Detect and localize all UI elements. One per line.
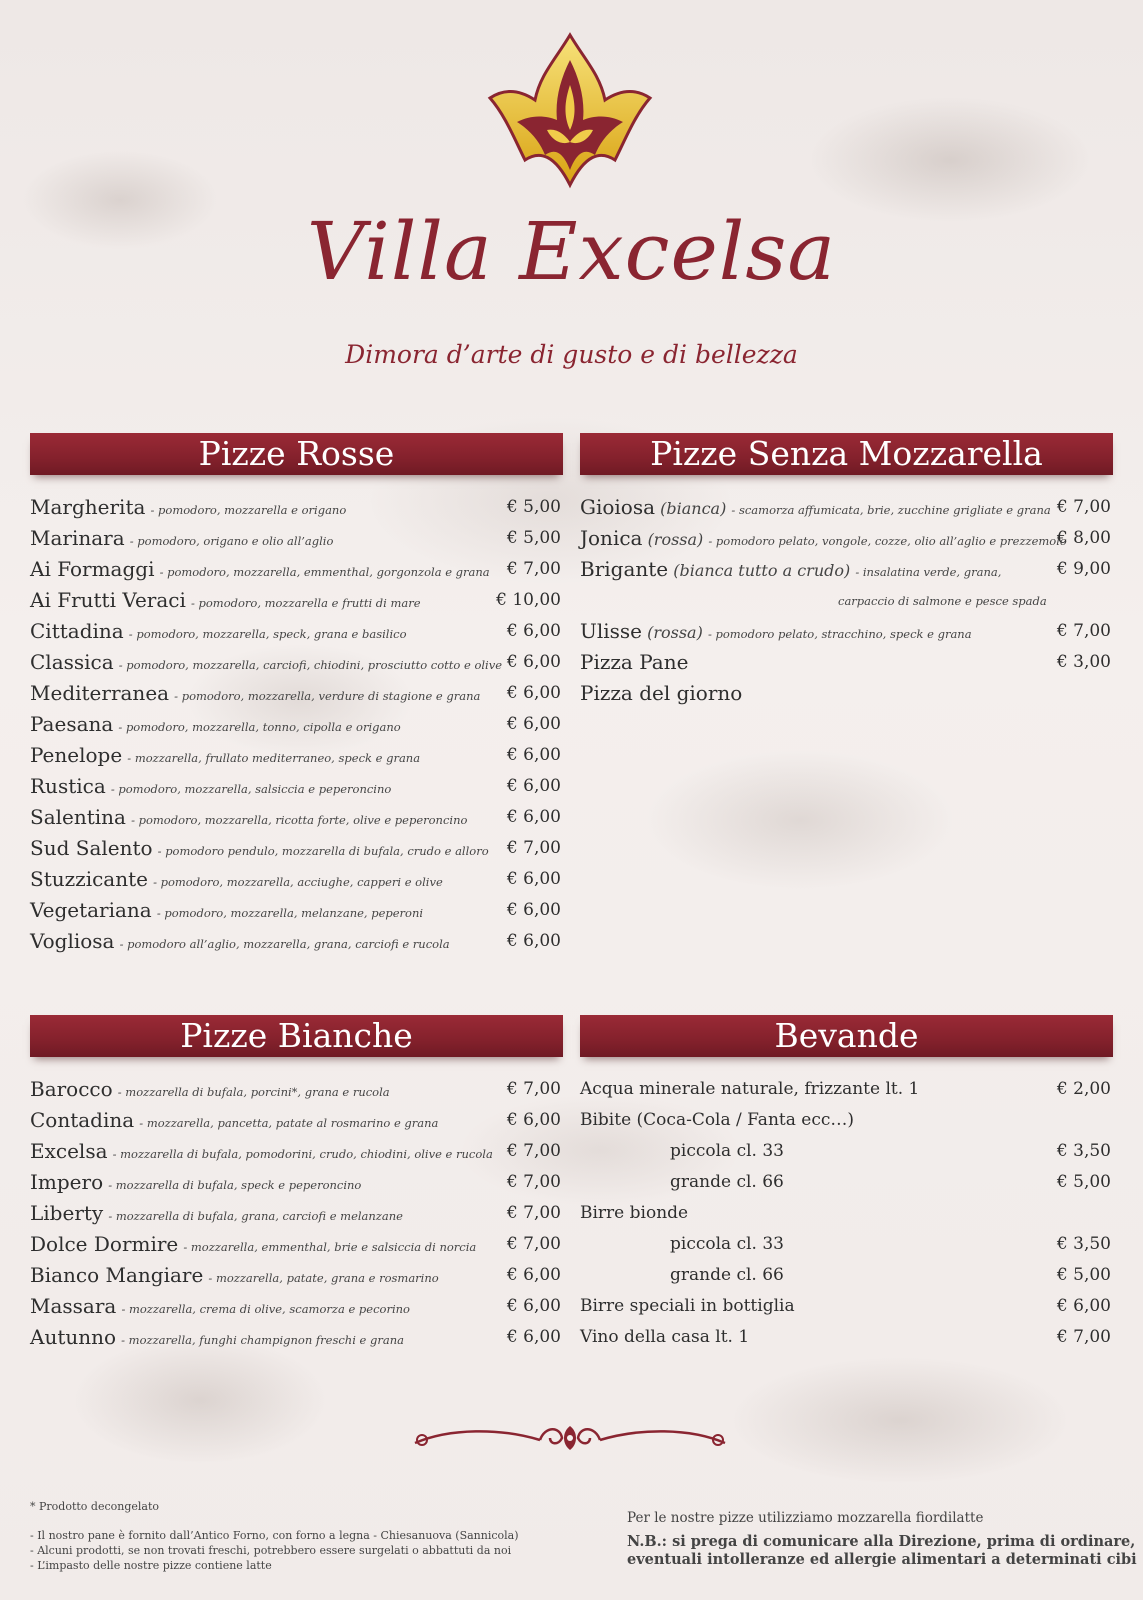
drink-price: € 7,00: [1056, 1327, 1111, 1347]
item-price: € 3,00: [1056, 652, 1111, 672]
drink-item: [580, 1230, 1113, 1261]
item-description: - pomodoro, mozzarella, carciofi, chiodini, prosciutto cotto e olive: [118, 658, 503, 672]
drink-item: [580, 1292, 1113, 1323]
item-description: - mozzarella, frullato mediterraneo, speck e grana: [127, 751, 421, 765]
item-price: € 6,00: [506, 869, 561, 889]
item-description: - mozzarella, crema di olive, scamorza e pecorino: [121, 1302, 410, 1316]
menu-list: [30, 1075, 563, 1354]
brand-title: Villa Excelsa: [306, 205, 837, 298]
section-bevande: [580, 1015, 1113, 1354]
menu-item: [30, 741, 563, 772]
menu-list: [580, 493, 1113, 710]
menu-list: [30, 493, 563, 958]
item-name: Gioiosa: [580, 495, 656, 519]
item-name: Penelope: [30, 743, 123, 767]
item-price: € 7,00: [506, 1234, 561, 1254]
item-name: Ulisse: [580, 619, 643, 643]
menu-item: [580, 524, 1113, 555]
item-description: - pomodoro, origano e olio all’aglio: [129, 534, 334, 548]
menu-item: [580, 555, 1113, 586]
item-description: - mozzarella, funghi champignon freschi e grana: [121, 1333, 404, 1347]
item-name: Stuzzicante: [30, 867, 148, 891]
section-pizze-bianche: [30, 1015, 563, 1354]
footnote: - L’impasto delle nostre pizze contiene latte: [30, 1559, 272, 1572]
item-description: - pomodoro, mozzarella, verdure di stagione e grana: [174, 689, 481, 703]
menu-item: [30, 679, 563, 710]
menu-item: [30, 586, 563, 617]
item-name: Dolce Dormire: [30, 1232, 179, 1256]
item-description: - pomodoro, mozzarella e frutti di mare: [190, 596, 421, 610]
menu-item: [30, 865, 563, 896]
item-description: - pomodoro pelato, vongole, cozze, olio all’aglio e prezzemolo: [708, 534, 1067, 548]
item-name: Barocco: [30, 1077, 113, 1101]
item-note: (bianca): [660, 499, 727, 518]
item-description: - pomodoro, mozzarella, tonno, cipolla e origano: [118, 720, 401, 734]
drink-item: [580, 1106, 1113, 1137]
menu-item: [30, 772, 563, 803]
menu-item: [30, 1137, 563, 1168]
menu-item: [30, 1323, 563, 1354]
item-price: € 7,00: [506, 1079, 561, 1099]
footnote: - Alcuni prodotti, se non trovati freschi, potrebbero essere surgelati o abbattuti da noi: [30, 1544, 512, 1557]
item-price: € 6,00: [506, 683, 561, 703]
drink-item: [580, 1199, 1113, 1230]
item-price: € 5,00: [506, 497, 561, 517]
item-name: Impero: [30, 1170, 104, 1194]
item-price: € 7,00: [506, 838, 561, 858]
drink-name: Bibite (Coca-Cola / Fanta ecc…): [580, 1110, 855, 1130]
item-price: € 6,00: [506, 807, 561, 827]
drink-price: € 3,50: [1056, 1141, 1111, 1161]
drink-price: € 2,00: [1056, 1079, 1111, 1099]
drink-item: [580, 1075, 1113, 1106]
item-description: - pomodoro, mozzarella, emmenthal, gorgonzola e grana: [159, 565, 490, 579]
item-name: Contadina: [30, 1108, 135, 1132]
item-description: - pomodoro, mozzarella, ricotta forte, olive e peperoncino: [131, 813, 468, 827]
item-price: € 6,00: [506, 621, 561, 641]
menu-item: [30, 555, 563, 586]
menu-item: [580, 617, 1113, 648]
drink-price: € 3,50: [1056, 1234, 1111, 1254]
item-price: € 10,00: [496, 590, 561, 610]
item-description: - pomodoro pendulo, mozzarella di bufala, crudo e alloro: [157, 844, 489, 858]
drink-name: piccola cl. 33: [670, 1141, 784, 1161]
item-name: Mediterranea: [30, 681, 170, 705]
item-price: € 6,00: [506, 1327, 561, 1347]
item-price: € 6,00: [506, 1296, 561, 1316]
drink-item: [580, 1137, 1113, 1168]
item-description: - pomodoro, mozzarella, melanzane, peperoni: [156, 906, 424, 920]
item-name: Pizza Pane: [580, 650, 689, 674]
menu-item: [30, 648, 563, 679]
item-note: (rossa): [647, 623, 703, 642]
item-description: - mozzarella, emmenthal, brie e salsiccia di norcia: [183, 1240, 477, 1254]
item-note: (bianca tutto a crudo): [673, 561, 851, 580]
menu-item: [30, 1106, 563, 1137]
footnotes: [30, 1528, 519, 1573]
item-name: Vogliosa: [30, 929, 115, 953]
menu-item: [30, 524, 563, 555]
item-name: Cittadina: [30, 619, 124, 643]
item-description: - pomodoro, mozzarella, speck, grana e basilico: [128, 627, 407, 641]
item-price: € 6,00: [506, 900, 561, 920]
nb-note: [627, 1533, 1137, 1569]
drink-name: Birre bionde: [580, 1203, 689, 1223]
menu-item: [30, 1261, 563, 1292]
section-title: Pizze Senza Mozzarella: [580, 433, 1113, 475]
menu-item: [30, 927, 563, 958]
item-price: € 8,00: [1056, 528, 1111, 548]
drink-name: grande cl. 66: [670, 1265, 784, 1285]
item-description: - pomodoro pelato, stracchino, speck e grana: [707, 627, 972, 641]
footnote: - Il nostro pane è fornito dall’Antico Forno, con forno a legna - Chiesanuova (Sannicola): [30, 1529, 519, 1542]
nb-line: N.B.: si prega di comunicare alla Direzione, prima di ordinare,: [627, 1533, 1136, 1550]
menu-item: [580, 679, 1113, 710]
item-description: - mozzarella, patate, grana e rosmarino: [208, 1271, 439, 1285]
item-name: Classica: [30, 650, 114, 674]
drink-price: € 5,00: [1056, 1265, 1111, 1285]
item-description: - pomodoro, mozzarella, acciughe, capperi e olive: [153, 875, 443, 889]
item-price: € 6,00: [506, 1110, 561, 1130]
item-price: € 6,00: [506, 931, 561, 951]
item-name: Pizza del giorno: [580, 681, 743, 705]
menu-item: [30, 1292, 563, 1323]
nb-line: eventuali intolleranze ed allergie alimentari a determinati cibi: [627, 1551, 1137, 1568]
menu-item: [30, 493, 563, 524]
drink-name: Vino della casa lt. 1: [580, 1327, 750, 1347]
item-price: € 6,00: [506, 745, 561, 765]
footnote-star: * Prodotto decongelato: [30, 1500, 159, 1513]
item-name: Massara: [30, 1294, 117, 1318]
drink-name: Birre speciali in bottiglia: [580, 1296, 795, 1316]
item-name: Ai Frutti Veraci: [30, 588, 186, 612]
item-name: Salentina: [30, 805, 126, 829]
menu-item: [30, 896, 563, 927]
item-description: - mozzarella di bufala, pomodorini, crudo, chiodini, olive e rucola: [112, 1147, 493, 1161]
item-price: € 6,00: [506, 714, 561, 734]
item-name: Ai Formaggi: [30, 557, 155, 581]
item-description: - pomodoro all’aglio, mozzarella, grana, carciofi e rucola: [119, 937, 450, 951]
item-price: € 7,00: [1056, 497, 1111, 517]
item-price: € 6,00: [506, 652, 561, 672]
item-description: carpaccio di salmone e pesce spada: [838, 594, 1047, 608]
drink-name: Acqua minerale naturale, frizzante lt. 1: [580, 1079, 920, 1099]
item-description: - scamorza affumicata, brie, zucchine grigliate e grana: [731, 503, 1051, 517]
item-description: - pomodoro, mozzarella, salsiccia e peperoncino: [110, 782, 392, 796]
section-pizze-rosse: [30, 433, 563, 958]
item-name: Jonica: [580, 526, 643, 550]
menu-item: [30, 1075, 563, 1106]
item-description: - mozzarella, pancetta, patate al rosmarino e grana: [139, 1116, 439, 1130]
item-name: Margherita: [30, 495, 146, 519]
item-note: (rossa): [647, 530, 704, 549]
section-title: Bevande: [580, 1015, 1113, 1057]
item-description: - mozzarella di bufala, porcini*, grana e rucola: [117, 1085, 390, 1099]
item-name: Sud Salento: [30, 836, 153, 860]
item-price: € 6,00: [506, 776, 561, 796]
mozzarella-note: Per le nostre pizze utilizziamo mozzarella fiordilatte: [627, 1510, 984, 1526]
menu-item: [30, 1168, 563, 1199]
item-price: € 7,00: [506, 559, 561, 579]
item-price: € 5,00: [506, 528, 561, 548]
drink-item: [580, 1168, 1113, 1199]
item-price: € 7,00: [1056, 621, 1111, 641]
item-description: - mozzarella di bufala, speck e peperoncino: [108, 1178, 362, 1192]
item-price: € 7,00: [506, 1141, 561, 1161]
menu-item: [30, 1230, 563, 1261]
item-description: - pomodoro, mozzarella e origano: [150, 503, 347, 517]
item-name: Liberty: [30, 1201, 104, 1225]
item-name: Paesana: [30, 712, 114, 736]
item-name: Excelsa: [30, 1139, 108, 1163]
drink-price: € 5,00: [1056, 1172, 1111, 1192]
menu-item: [30, 710, 563, 741]
item-name: Bianco Mangiare: [30, 1263, 204, 1287]
section-pizze-senza-mozzarella: [580, 433, 1113, 710]
item-price: € 9,00: [1056, 559, 1111, 579]
menu-item: [30, 803, 563, 834]
item-name: Rustica: [30, 774, 106, 798]
item-description: - insalatina verde, grana,: [855, 565, 1002, 579]
item-name: Brigante: [580, 557, 669, 581]
drink-name: grande cl. 66: [670, 1172, 784, 1192]
item-price: € 6,00: [506, 1265, 561, 1285]
section-title: Pizze Bianche: [30, 1015, 563, 1057]
menu-item: [580, 648, 1113, 679]
drink-item: [580, 1261, 1113, 1292]
item-price: € 7,00: [506, 1203, 561, 1223]
drink-name: piccola cl. 33: [670, 1234, 784, 1254]
menu-item: [30, 834, 563, 865]
item-price: € 7,00: [506, 1172, 561, 1192]
drink-price: € 6,00: [1056, 1296, 1111, 1316]
menu-list: [580, 1075, 1113, 1354]
drink-item: [580, 1323, 1113, 1354]
item-name: Vegetariana: [30, 898, 152, 922]
menu-item: [30, 1199, 563, 1230]
menu-item: [580, 493, 1113, 524]
item-name: Marinara: [30, 526, 125, 550]
menu-item: [30, 617, 563, 648]
section-title: Pizze Rosse: [30, 433, 563, 475]
tagline: Dimora d’arte di gusto e di bellezza: [345, 340, 798, 369]
item-description: - mozzarella di bufala, grana, carciofi e melanzane: [108, 1209, 403, 1223]
ornament-divider-icon: [410, 1418, 730, 1458]
menu-item: [580, 586, 1113, 617]
crown-logo-icon: [485, 30, 655, 190]
item-name: Autunno: [30, 1325, 117, 1349]
